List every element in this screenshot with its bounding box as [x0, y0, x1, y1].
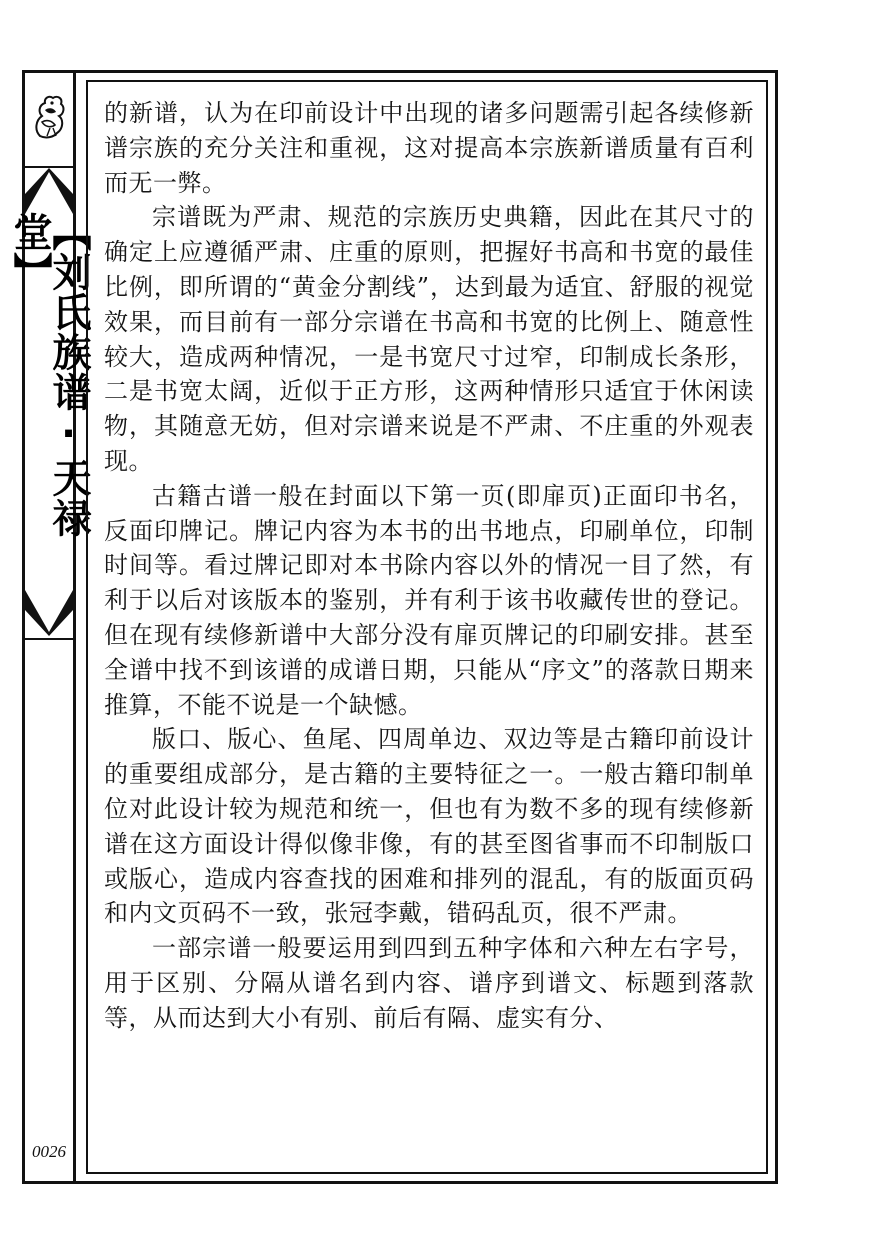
- body-text: [104, 96, 754, 1036]
- side-divider-bottom: [25, 638, 73, 640]
- chevron-up-icon: [25, 168, 73, 214]
- paragraph-page-layout: 版口、版心、鱼尾、四周单边、双边等是古籍印前设计的重要组成部分，是古籍的主要特征之一。一般古籍印制单位对此设计较为规范和统一，但也有为数不多的现有续修新谱在这方面设计得似像非像，有的甚至图省事而不印制版口或版心，造成内容查找的困难和排列的混乱，有的版面页码和内文页码不一致，张冠李戴，错码乱页，很不严肃。: [104, 725, 754, 928]
- side-title-text: 【刘氏族谱·天禄堂】: [7, 212, 91, 538]
- side-title: [7, 212, 91, 592]
- chevron-down-icon: [25, 590, 73, 636]
- paragraph-title-page: 古籍古谱一般在封面以下第一页(即扉页)正面印书名，反面印牌记。牌记内容为本书的出书地点，印刷单位，印制时间等。看过牌记即对本书除内容以外的情况一目了然，有利于以后对该版本的鉴别，并有利于该书收藏传世的登记。但在现有续修新谱中大部分没有扉页牌记的印刷安排。甚至全谱中找不到该谱的成谱日期，只能从“序文”的落款日期来推算，不能不说是一个缺憾。: [104, 481, 754, 719]
- page-number: 0026: [32, 1142, 66, 1161]
- paragraph-continuation: 的新谱，认为在印前设计中出现的诸多问题需引起各续修新谱宗族的充分关注和重视，这对提高本宗族新谱质量有百利而无一弊。: [104, 99, 754, 197]
- dragon-emblem-icon: [30, 92, 68, 142]
- paragraph-typefaces: 一部宗谱一般要运用到四到五种字体和六种左右字号，用于区别、分隔从谱名到内容、谱序到谱文、标题到落款等，从而达到大小有别、前后有隔、虚实有分、: [104, 934, 754, 1032]
- paragraph-book-size: 宗谱既为严肃、规范的宗族历史典籍，因此在其尺寸的确定上应遵循严肃、庄重的原则，把握好书高和书宽的最佳比例，即所谓的“黄金分割线”，达到最为适宜、舒服的视觉效果，而目前有一部分宗谱在书高和书宽的比例上、随意性较大，造成两种情况，一是书宽尺寸过窄，印制成长条形，二是书宽太阔，近似于正方形，这两种情形只适宜于休闲读物，其随意无妨，但对宗谱来说是不严肃、不庄重的外观表现。: [104, 203, 754, 475]
